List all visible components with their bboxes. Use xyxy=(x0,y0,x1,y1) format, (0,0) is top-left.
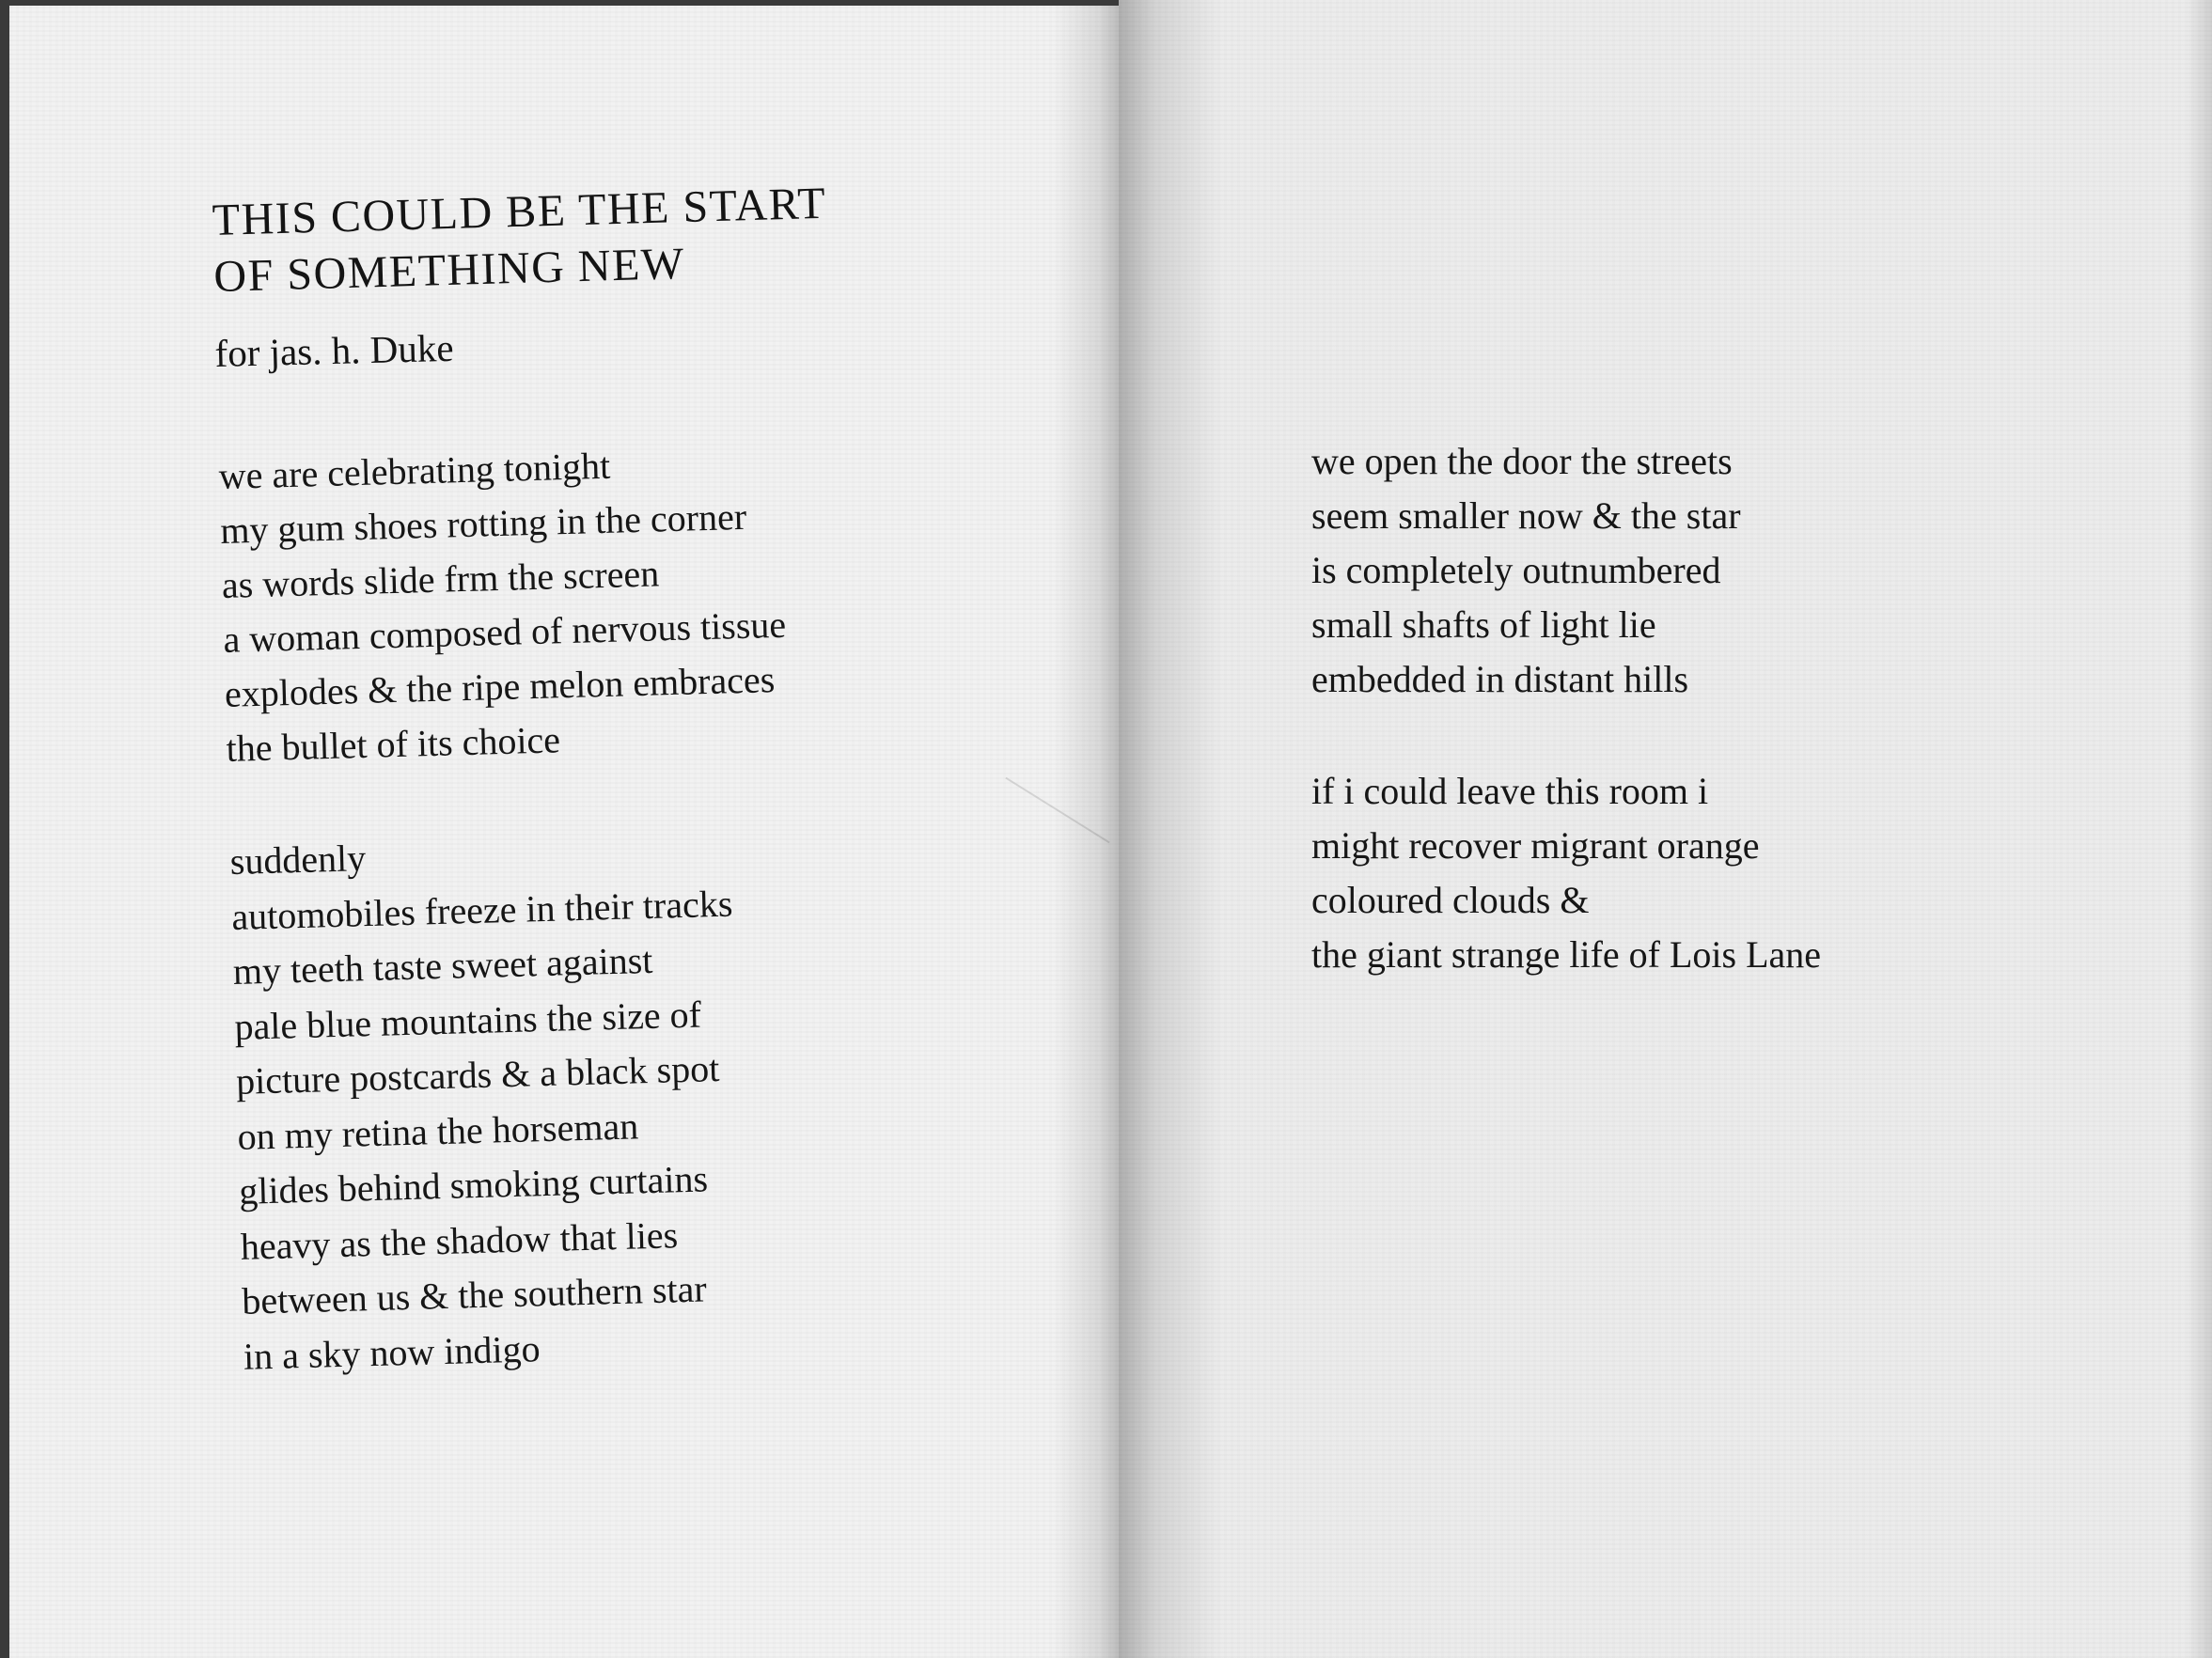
poem-line: the giant strange life of Lois Lane xyxy=(1311,933,1822,976)
poem-dedication: for jas. h. Duke xyxy=(214,325,454,375)
left-stanza-1 xyxy=(218,434,790,776)
poem-line: on my retina the horseman xyxy=(237,1103,639,1158)
poem-line: my gum shoes rotting in the corner xyxy=(219,494,747,552)
poem-line: automobiles freeze in their tracks xyxy=(230,882,733,938)
poem-line: pale blue mountains the size of xyxy=(233,993,702,1048)
poem-line: a woman composed of nervous tissue xyxy=(222,602,787,661)
poem-line: coloured clouds & xyxy=(1311,879,1590,921)
poem-line: is completely outnumbered xyxy=(1311,549,1721,591)
poem-line: we open the door the streets xyxy=(1311,440,1733,482)
poem-line: as words slide frm the screen xyxy=(221,552,660,606)
right-stanza-1 xyxy=(1311,434,1741,707)
poem-title-line-2: OF SOMETHING NEW xyxy=(212,238,686,302)
left-stanza-2 xyxy=(229,821,745,1384)
poem-line: we are celebrating tonight xyxy=(218,444,611,497)
paper-crease xyxy=(1005,777,1109,844)
poem-line: heavy as the shadow that lies xyxy=(240,1212,679,1268)
poem-line: seem smaller now & the star xyxy=(1311,494,1741,537)
poem-title xyxy=(212,176,829,305)
poem-line: if i could leave this room i xyxy=(1311,770,1709,812)
poem-line: explodes & the ripe melon embraces xyxy=(224,658,776,715)
poem-line: small shafts of light lie xyxy=(1311,603,1656,646)
poem-line: between us & the southern star xyxy=(241,1267,708,1322)
poem-line: suddenly xyxy=(229,837,367,883)
poem-line: glides behind smoking curtains xyxy=(238,1157,709,1212)
poem-line: the bullet of its choice xyxy=(226,718,561,770)
poem-line: embedded in distant hills xyxy=(1311,658,1689,700)
right-stanza-2 xyxy=(1311,764,1821,982)
poem-line: in a sky now indigo xyxy=(243,1326,541,1378)
poem-line: might recover migrant orange xyxy=(1311,824,1760,867)
poem-line: picture postcards & a black spot xyxy=(235,1047,720,1103)
poem-line: my teeth taste sweet against xyxy=(232,938,653,993)
poem-title-line-1: THIS COULD BE THE START xyxy=(212,178,827,245)
